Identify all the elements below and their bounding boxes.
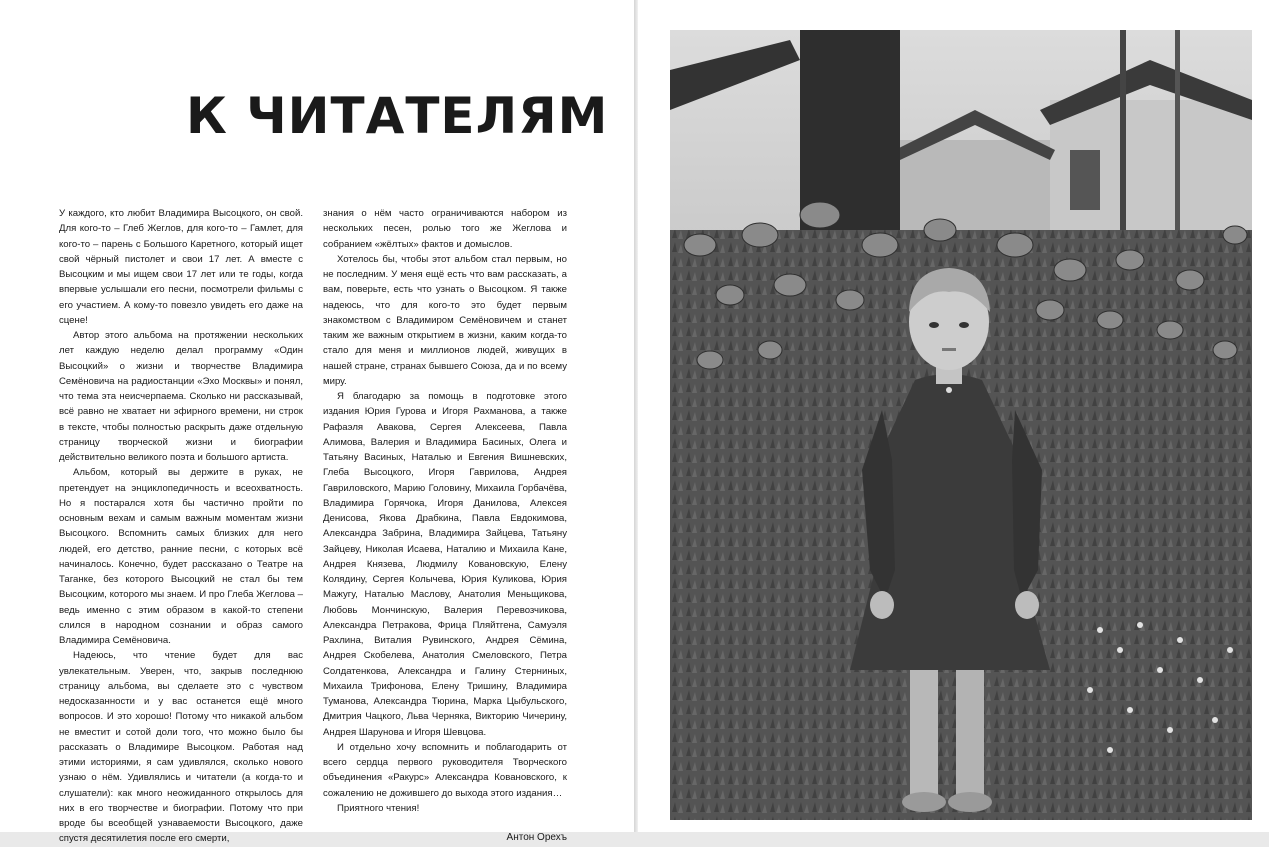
- paragraph: Автор этого альбома на протяжении нескольких лет каждую неделю делал программу «Один Высоцкий» о жизни и творчестве Владимира Семёновича на радиостанции «Эхо Москвы» и понял, что тема эта неисчерпаема. Сколько ни рассказывай, всё равно не хватает ни эфирного времени, ни строк в тексте, чтобы полностью раскрыть даже отдельную страницу творческой жизни и биографии действительно великого поэта и большого артиста.: [59, 330, 303, 463]
- paragraph: знания о нём часто ограничиваются набором из нескольких песен, ролью того же Жеглова и собранием «жёлтых» фактов и домыслов.: [323, 208, 567, 250]
- paragraph: Я благодарю за помощь в подготовке этого издания Юрия Гурова и Игоря Рахманова, а также Рафаэля Авакова, Сергея Алексеева, Павла Алимова, Валерия и Владимира Басиных, Олега и Татьяну Васиных, Наталью и Евгения Вишневских, Глеба Высоцкого, Игоря Гаврилова, Андрея Гавриловского, Марию Головину, Михаила Горбачёва, Владимира Горячока, Игоря Данилова, Алексея Денисова, Якова Драбкина, Павла Евдокимова, Александра Забрина, Владимира Зайцева, Татьяну Зайцеву, Николая Исаева, Наталию и Михаила Кане, Андрея Князева, Людмилу Ковановскую, Елену Колядину, Сергея Колычева, Юрия Куликова, Юрия Мажугу, Наталью Маслову, Анатолия Меньщикова, Любовь Мончинскую, Валерия Перевозчикова, Александра Петракова, Фрица Пляйтгена, Самуэля Рахлина, Виталия Рувинского, Андрея Сёмина, Андрея Скобелева, Анатолия Смеловского, Петра Солдатенкова, Александра и Галину Стерниных, Михаила Трифонова, Елену Тришину, Владимира Туманова, Александра Тюрина, Марка Цыбульского, Дмитрия Чацкого, Льва Черняка, Викторию Чичерину, Андрея Шарунова и Игоря Шевцова.: [323, 391, 567, 738]
- child-photo: [670, 30, 1252, 820]
- author-signature: Антон Орехъ: [506, 832, 567, 843]
- text-column-right: [323, 206, 567, 845]
- paragraph: Альбом, который вы держите в руках, не претендует на энциклопедичность и всеохватность. Но я постарался хотя бы частично пройти по основным вехам и самым важным моментам жизни Высоцкого. Вспомнить самых близких для него людей, его детство, ранние песни, с которых всё начиналось. Конечно, будет рассказано о Театре на Таганке, без которого Высоцкий не стал бы тем Высоцким, которого мы знаем. И про Глеба Жеглова – ведь именно с этим образом в какой-то степени слился в народном сознании и образ самого Владимира Семёновича.: [59, 467, 303, 646]
- left-page: [0, 0, 634, 845]
- paragraph: И отдельно хочу вспомнить и поблагодарить от всего сердца первого руководителя Творческого объединения «Ракурс» Александра Ковановского, к сожалению не дожившего до выхода этого издания…: [323, 741, 567, 799]
- page-title: К ЧИТАТЕЛЯМ: [186, 87, 609, 145]
- paragraph: Хотелось бы, чтобы этот альбом стал первым, но не последним. У меня ещё есть что вам рассказать, а вам, поверьте, есть что узнать о Высоцком. Я также надеюсь, что для кого-то это будет первым знакомством с Владимиром Семёновичем и станет таким же важным открытием в жизни, каким когда-то стало для меня и миллионов людей, живущих в нашей стране, странах бывшего Союза, да и по всему миру.: [323, 253, 567, 387]
- paragraph: Приятного чтения!: [337, 802, 420, 814]
- text-column-left: [59, 206, 303, 847]
- paragraph: У каждого, кто любит Владимира Высоцкого, он свой. Для кого-то – Глеб Жеглов, для кого-то – Гамлет, для кого-то – парень с Большого Каретного, который ищет свой чёрный пистолет и свои 17 лет. А вместе с Высоцким и мы ищем свои 17 лет или те годы, когда впервые услышали его песни, посмотрели фильмы с его участием. А кому-то повезло увидеть его даже на сцене!: [59, 208, 303, 326]
- paragraph: Надеюсь, что чтение будет для вас увлекательным. Уверен, что, закрыв последнюю страницу альбома, вы сделаете это с чувством недосказанности и у вас останется ещё много вопросов. И это хорошо! Потому что никакой альбом не вместит и сотой доли того, что можно было бы рассказать о Владимире Высоцком. Работая над этими историями, я сам удивлялся, сколько нового узнаю о нём. Удивлялись и читатели (а когда-то и слушатели): как много неожиданного открылось для них в его творчестве и биографии. Потому что при вроде бы всеобщей узнаваемости Высоцкого, даже спустя десятилетия после его смерти,: [59, 650, 303, 845]
